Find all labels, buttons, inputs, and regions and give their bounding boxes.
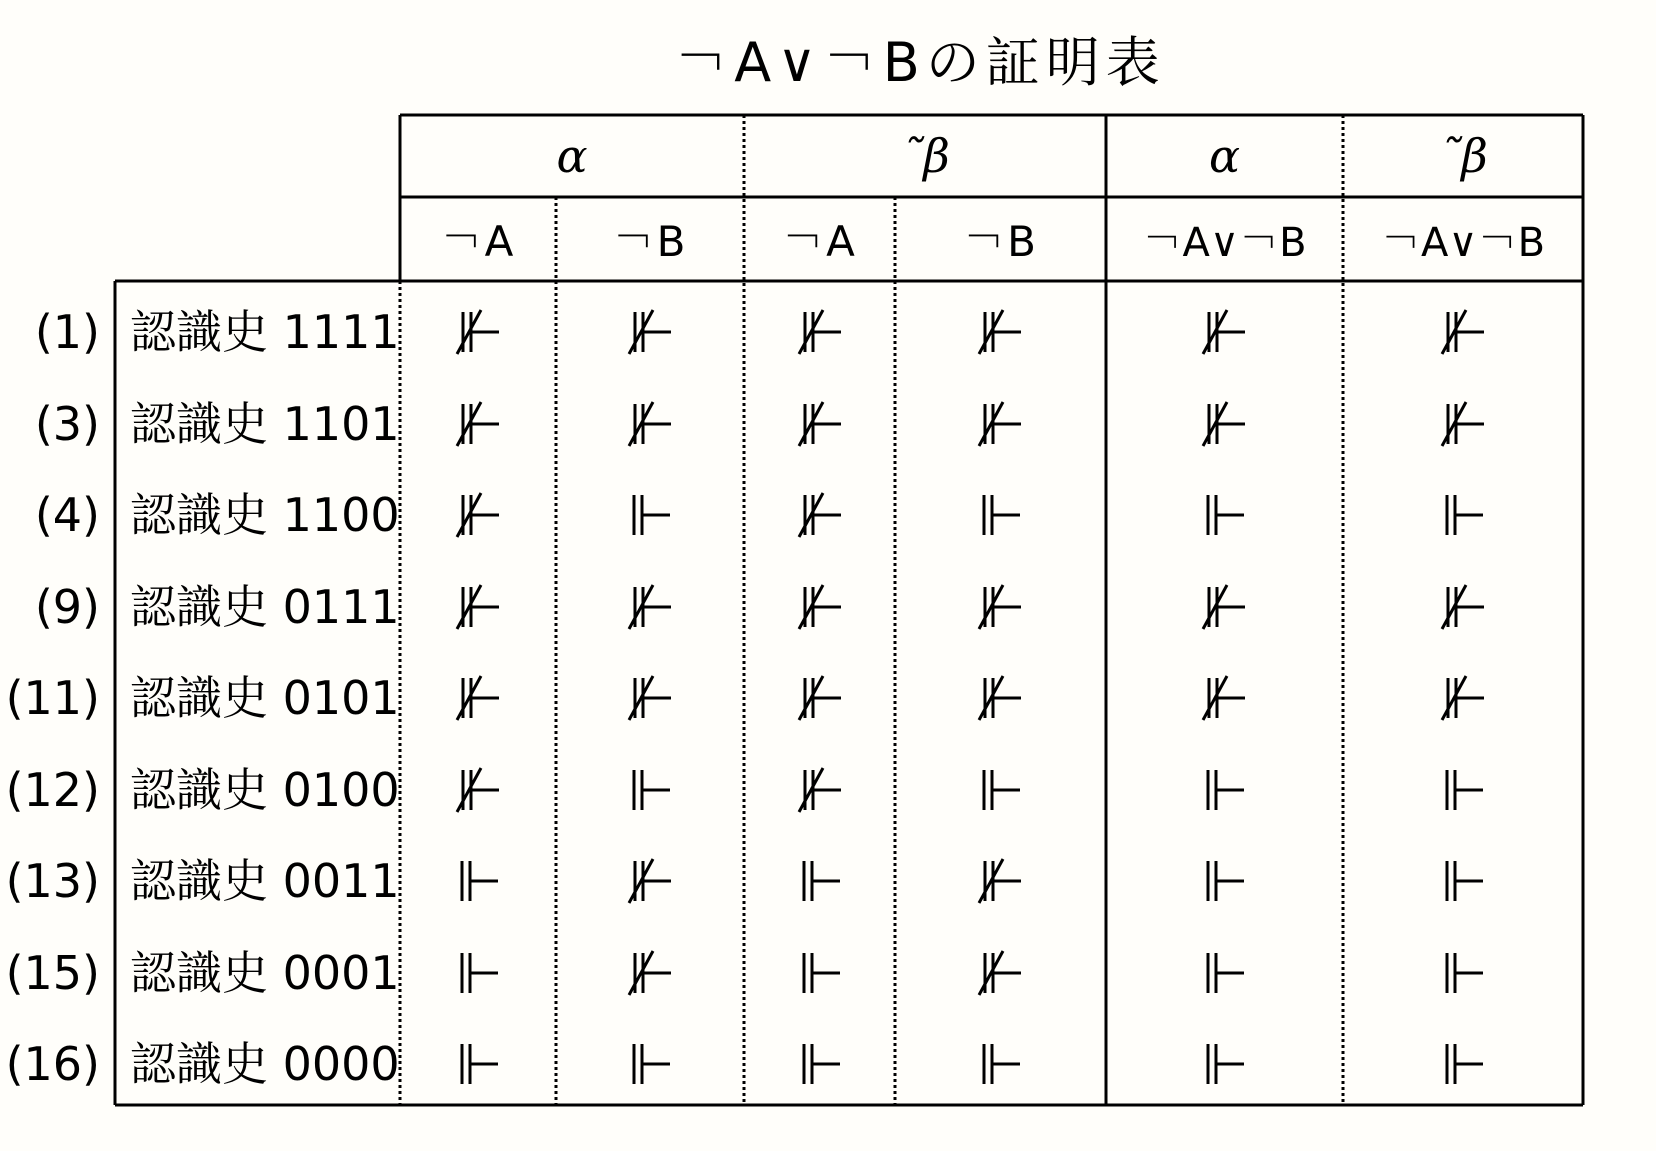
- proves-icon: [780, 835, 860, 927]
- proves-icon: [438, 1018, 518, 1110]
- not-proves-icon: [780, 561, 860, 653]
- proves-icon: [1423, 469, 1503, 561]
- row-label: 認識史 0011: [130, 854, 400, 908]
- row-number: (3): [34, 396, 100, 451]
- proves-icon: [1184, 469, 1264, 561]
- group-header-alpha-2: α: [1208, 129, 1241, 183]
- group-header-beta-1: ˜β: [900, 129, 950, 183]
- row-label: 認識史 0100: [130, 762, 400, 817]
- row-label: 認識史 0000: [130, 1037, 400, 1091]
- proves-icon: [1423, 744, 1503, 836]
- proves-icon: [1423, 835, 1503, 927]
- not-proves-icon: [438, 561, 518, 653]
- proves-icon: [1423, 927, 1503, 1019]
- column-header-not-a-2: ￢A: [782, 217, 857, 266]
- not-proves-icon: [780, 469, 860, 561]
- row-label: 認識史 0111: [130, 579, 400, 634]
- proves-icon: [1184, 835, 1264, 927]
- not-proves-icon: [1184, 652, 1264, 744]
- not-proves-icon: [1423, 378, 1503, 470]
- not-proves-icon: [1423, 652, 1503, 744]
- not-proves-icon: [438, 378, 518, 470]
- proves-icon: [1184, 1018, 1264, 1110]
- not-proves-icon: [438, 286, 518, 378]
- proves-icon: [438, 927, 518, 1019]
- proves-icon: [438, 835, 518, 927]
- row-label: 認識史 1100: [130, 488, 400, 542]
- not-proves-icon: [780, 744, 860, 836]
- column-header-not-a-1: ￢A: [440, 217, 516, 266]
- not-proves-icon: [610, 378, 690, 470]
- not-proves-icon: [960, 378, 1040, 470]
- not-proves-icon: [960, 286, 1040, 378]
- row-label: 認識史 1101: [130, 396, 400, 451]
- row-number: (12): [5, 762, 100, 817]
- not-proves-icon: [960, 652, 1040, 744]
- column-header-disjunction-2: ￢A∨￢B: [1380, 219, 1546, 266]
- row-number: (4): [34, 488, 100, 542]
- group-header-alpha-1: α: [556, 129, 588, 183]
- proves-icon: [610, 1018, 690, 1110]
- not-proves-icon: [1184, 561, 1264, 653]
- not-proves-icon: [610, 927, 690, 1019]
- row-label: 認識史 0101: [130, 671, 400, 725]
- group-header-beta-2: ˜β: [1438, 129, 1488, 183]
- not-proves-icon: [610, 286, 690, 378]
- proves-icon: [610, 469, 690, 561]
- not-proves-icon: [960, 561, 1040, 653]
- proves-icon: [1423, 1018, 1503, 1110]
- proves-icon: [780, 927, 860, 1019]
- not-proves-icon: [960, 927, 1040, 1019]
- page-title: ￢A∨￢Bの証明表: [674, 31, 1166, 94]
- not-proves-icon: [1184, 378, 1264, 470]
- not-proves-icon: [438, 744, 518, 836]
- not-proves-icon: [438, 469, 518, 561]
- row-label: 認識史 1111: [130, 305, 400, 359]
- row-number: (1): [34, 305, 100, 359]
- not-proves-icon: [610, 561, 690, 653]
- not-proves-icon: [1423, 286, 1503, 378]
- proves-icon: [960, 1018, 1040, 1110]
- column-header-not-b-2: ￢B: [963, 217, 1038, 266]
- not-proves-icon: [780, 652, 860, 744]
- proves-icon: [1184, 744, 1264, 836]
- not-proves-icon: [780, 378, 860, 470]
- not-proves-icon: [1184, 286, 1264, 378]
- not-proves-icon: [780, 286, 860, 378]
- not-proves-icon: [610, 835, 690, 927]
- column-header-disjunction-1: ￢A∨￢B: [1142, 219, 1307, 266]
- row-number: (11): [5, 671, 100, 725]
- row-number: (15): [5, 945, 100, 1000]
- not-proves-icon: [438, 652, 518, 744]
- proves-icon: [780, 1018, 860, 1110]
- proves-icon: [1184, 927, 1264, 1019]
- row-number: (9): [34, 579, 100, 634]
- row-number: (13): [5, 854, 100, 908]
- row-number: (16): [5, 1037, 100, 1091]
- not-proves-icon: [610, 652, 690, 744]
- proves-icon: [960, 469, 1040, 561]
- proves-icon: [960, 744, 1040, 836]
- proves-icon: [610, 744, 690, 836]
- column-header-not-b-1: ￢B: [612, 217, 688, 266]
- row-label: 認識史 0001: [130, 945, 400, 1000]
- not-proves-icon: [960, 835, 1040, 927]
- not-proves-icon: [1423, 561, 1503, 653]
